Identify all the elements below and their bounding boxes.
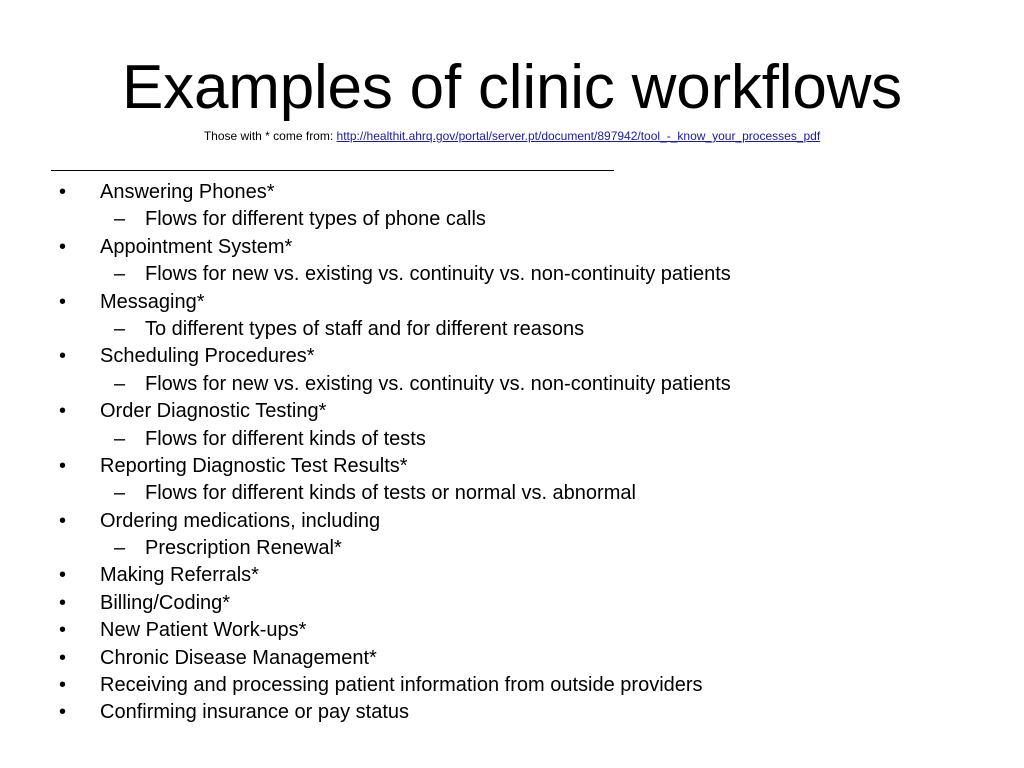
sub-item-text: Prescription Renewal* [145,537,342,560]
list-item [0,179,1024,206]
dash-marker: – [114,208,126,231]
bullet-marker: • [59,400,67,423]
dash-marker: – [114,427,126,450]
item-text: Billing/Coding* [100,591,231,614]
sub-list-item [0,261,1024,288]
item-text: Answering Phones* [100,181,275,203]
dash-marker: – [114,263,126,286]
list-item [0,590,1024,617]
list-item [0,289,1024,316]
source-link[interactable]: http://healthit.ahrq.gov/portal/server.pt/document/897942/tool_-_know_your_processes_pdf [336,129,821,143]
list-item [0,234,1024,261]
item-text: Order Diagnostic Testing* [100,400,327,423]
dash-marker: – [114,372,126,395]
item-text: Chronic Disease Management* [100,646,377,669]
bullet-marker: • [59,235,67,258]
bullet-marker: • [59,701,67,724]
sub-item-text: Flows for new vs. existing vs. continuity vs. non-continuity patients [145,372,731,395]
source-prefix: Those with * come from: [203,129,337,143]
list-item [0,699,1024,726]
list-item [0,645,1024,672]
sub-list-item [0,426,1024,453]
list-item [0,562,1024,589]
item-text: Ordering medications, including [100,509,381,532]
sub-list-item [0,316,1024,343]
list-item [0,398,1024,425]
bullet-marker: • [59,619,67,642]
bullet-marker: • [59,674,67,697]
sub-item-text: To different types of staff and for different reasons [145,317,585,340]
bullet-marker: • [59,181,67,203]
bullet-marker: • [59,345,67,368]
sub-item-text: Flows for different kinds of tests [145,427,426,450]
item-text: Reporting Diagnostic Test Results* [100,454,408,477]
sub-list-item [0,535,1024,562]
bullet-marker: • [59,591,67,614]
bullet-marker: • [59,290,67,313]
bullet-marker: • [59,454,67,477]
source-note [0,129,1024,143]
list-item [0,508,1024,535]
sub-list-item [0,206,1024,233]
list-item [0,672,1024,699]
item-text: Messaging* [100,290,205,313]
list-item [0,343,1024,370]
sub-item-text: Flows for different kinds of tests or normal vs. abnormal [145,482,636,505]
item-text: Scheduling Procedures* [100,345,315,368]
list-item [0,617,1024,644]
item-text: Receiving and processing patient information from outside providers [100,674,703,697]
sub-list-item [0,371,1024,398]
bullet-marker: • [59,564,67,587]
slide-title: Examples of clinic workflows [122,53,902,122]
item-text: New Patient Work-ups* [100,619,307,642]
divider-line [51,170,614,171]
bullet-marker: • [59,509,67,532]
item-text: Confirming insurance or pay status [100,701,410,724]
bullet-marker: • [59,646,67,669]
bullet-list [0,179,1024,727]
sub-item-text: Flows for different types of phone calls [145,208,486,231]
sub-list-item [0,480,1024,507]
dash-marker: – [114,317,126,340]
list-item [0,453,1024,480]
dash-marker: – [114,537,126,560]
sub-item-text: Flows for new vs. existing vs. continuity vs. non-continuity patients [145,263,731,286]
item-text: Making Referrals* [100,564,259,587]
item-text: Appointment System* [100,235,293,258]
dash-marker: – [114,482,126,505]
